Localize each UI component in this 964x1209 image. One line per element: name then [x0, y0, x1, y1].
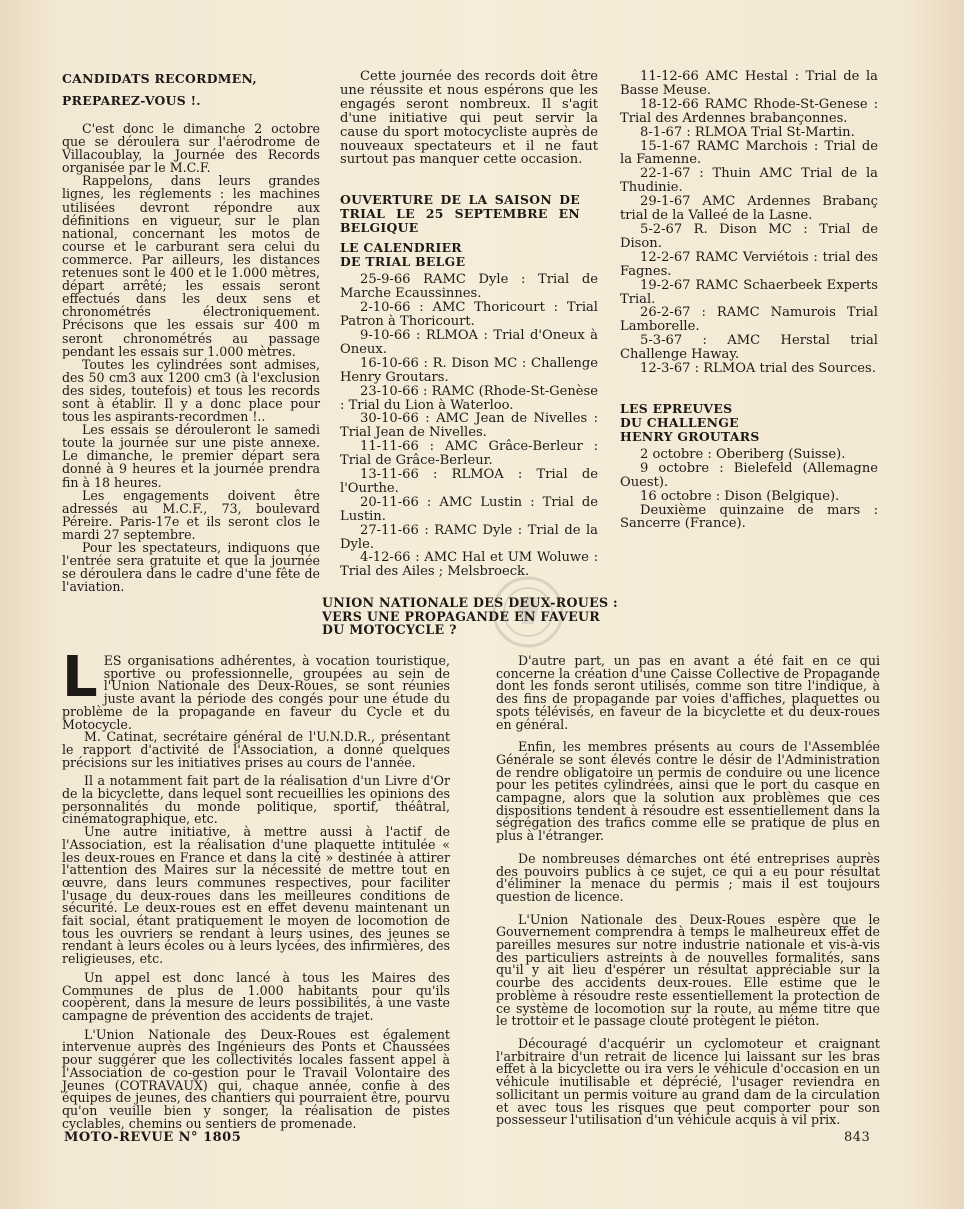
calendar-entry: 25-9-66 RAMC Dyle : Trial de Marche Ecaussinnes. [340, 272, 598, 302]
calendar-entry: 20-11-66 : AMC Lustin : Trial de Lustin. [340, 494, 598, 524]
calendar-entry: 9-10-66 : RLMOA : Trial d'Oneux à Oneux. [340, 327, 598, 357]
event-entry: 2 octobre : Oberiberg (Suisse). [640, 446, 846, 462]
calendar-entry: 15-1-67 RAMC Marchois : Trial de la Famenne. [620, 138, 878, 168]
calendar-entry: 12-3-67 : RLMOA trial des Sources. [640, 361, 876, 377]
column-2 [340, 70, 598, 579]
event-entry: 9 octobre : Bielefeld (Allemagne Ouest). [620, 460, 878, 490]
section-title: HENRY GROUTARS [620, 428, 760, 444]
paragraph: L'Union Nationale des Deux-Roues est également intervenue auprès des Ingénieurs des Ponts et Chaussées pour suggérer que les collectivités locales fassent appel à l'Association de co-gestion pour le Travail Volontaire des Jeunes (COTRAVAUX) qui, chaque année, confie à des équipes de jeunes, des chantiers qui pourraient être, pourvu qu'on veuille bien y songer, la réalisation de pistes cyclables, chemins ou sentiers de promenade. [62, 1026, 450, 1131]
drop-cap: L [62, 645, 98, 710]
calendar-entry: 8-1-67 : RLMOA Trial St-Martin. [640, 124, 855, 140]
calendar-entry: 4-12-66 : AMC Hal et UM Woluwe : Trial des Ailes ; Melsbroeck. [340, 550, 598, 580]
footer-magazine-issue: MOTO-REVUE N° 1805 [64, 1130, 242, 1145]
article-title: PREPAREZ-VOUS !. [62, 93, 201, 108]
section-subtitle: DE TRIAL BELGE [340, 254, 466, 270]
calendar-entry: 11-11-66 : AMC Grâce-Berleur : Trial de Grâce-Berleur. [340, 439, 598, 469]
section-title: OUVERTURE DE LA SAISON DE TRIAL LE 25 SEPTEMBRE EN BELGIQUE [340, 192, 580, 236]
calendar-list [340, 273, 598, 579]
paragraph: Rappelons, dans leurs grandes lignes, les réglements : les machines utilisées devront répondre aux définitions en vigueur, sur le plan national, concernant les motos de course et le carburant sera celui du commerce. Par ailleurs, les distances retenues sont le 400 et le 1.000 mètres, départ arrêté; les essais seront effectués dans les deux sens et chronométrés électroniquement. Précisons que les essais sur 400 m seront chronométrés au passage pendant les essais sur 1.000 mètres. [62, 173, 320, 359]
paragraph: C'est donc le dimanche 2 octobre que se déroulera sur l'aérodrome de Villacoublay, la Journée des Records organisée par le M.C.F. [62, 121, 320, 176]
paragraph: Toutes les cylindrées sont admises, des 50 cm3 aux 1200 cm3 (à l'exclusion des sides, toutefois) et tous les records sont à établir. Il y a donc place pour tous les aspirants-recordmen !.. [62, 356, 320, 425]
paragraph: Les engagements doivent être adressés au M.C.F., 73, boulevard Péreire. Paris-17e et ils seront clos le mardi 27 septembre. [62, 487, 320, 542]
column-3 [620, 70, 878, 531]
calendar-entry: 18-12-66 RAMC Rhode-St-Genese : Trial des Ardennes brabançonnes. [620, 96, 878, 126]
calendar-entry: 12-2-67 RAMC Verviétois : trial des Fagnes. [620, 249, 878, 279]
calendar-list [620, 70, 878, 376]
paragraph: L'Union Nationale des Deux-Roues espère que le Gouvernement comprendra à temps le malheureux effet de pareilles mesures sur notre industrie nationale et vis-à-vis des particuliers astreints à de nouvelles formalités, sans qu'il y ait lieu d'espérer un résultat appréciable sur la courbe des accidents deux-roues. Elle estime que le problème à résoudre reste essentiellement la protection de ce système de locomotion sur la route, au même titre que le trottoir et le passage clouté protègent le piéton. [496, 911, 880, 1029]
article-body-right [496, 655, 880, 1127]
paragraph: Pour les spectateurs, indiquons que l'entrée sera gratuite et que la journée se déroulera dans le cadre d'une fête de l'aviation. [62, 540, 320, 595]
article-body-left [62, 645, 450, 1131]
event-entry: 16 octobre : Dison (Belgique). [640, 488, 840, 504]
headline-line: DU MOTOCYCLE ? [322, 622, 457, 638]
calendar-entry: 11-12-66 AMC Hestal : Trial de la Basse Meuse. [620, 69, 878, 98]
paragraph: Enfin, les membres présents au cours de l'Assemblée Générale se sont élevés contre le désir de l'Administration de rendre obligatoire un permis de conduire ou une licence pour les petites cylindrées, ainsi que le port du casque en campagne, alors que la solution aux problèmes que ces dispositions tendent à résoudre est essentiellement dans la ségrégation des trafics comme elle se pratique de plus en plus à l'étranger. [496, 739, 880, 844]
lead-text: ES organisations adhérentes, à vocation touristique, sportive ou professionnelle, groupées au sein de l'Union Nationale des Deux-Roues, se sont réunies juste avant la période des congés pour une étude du problème de la propagande en faveur du Cycle et du Motocycle. [62, 653, 450, 732]
calendar-entry: 5-2-67 R. Dison MC : Trial de Dison. [620, 221, 878, 251]
section-subtitle: LE CALENDRIER [340, 240, 462, 256]
calendar-entry: 22-1-67 : Thuin AMC Trial de la Thudinie. [620, 166, 878, 196]
calendar-entry: 30-10-66 : AMC Jean de Nivelles : Trial Jean de Nivelles. [340, 411, 598, 441]
headline-line: UNION NATIONALE DES DEUX-ROUES : [322, 595, 618, 610]
paragraph: Une autre initiative, à mettre aussi à l'actif de l'Association, est la réalisation d'une plaquette intitulée « les deux-roues en France et dans la cité » destinée à attirer l'attention des Maires sur la nécessité de mettre tout en œuvre, dans leurs communes respectives, pour faciliter l'usage du deux-roues dans les meilleures conditions de sécurité. Le deux-roues est en effet devenu maintenant un fait social, étant pratiquement le moyen de locomotion de tous les ouvriers se rendant à leurs usines, des jeunes se rendant à leurs écoles ou à leurs lycées, des infirmières, des religieuses, etc. [62, 824, 450, 967]
paragraph: D'autre part, un pas en avant a été fait en ce qui concerne la création d'une Caisse Collective de Propagande dont les fonds seront utilisés, comme son titre l'indique, à des fins de propagande par voies d'affiches, plaquettes ou spots télévisés, en faveur de la bicyclette et du deux-roues en général. [496, 653, 880, 732]
paragraph-lead [62, 645, 450, 732]
paragraph: M. Catinat, secrétaire général de l'U.N.D.R., présentant le rapport d'activité de l'Association, a donné quelques précisions sur les initiatives prises au cours de l'année. [62, 729, 450, 770]
calendar-entry: 19-2-67 RAMC Schaerbeek Experts Trial. [620, 277, 878, 307]
page-number: 843 [844, 1130, 871, 1145]
paragraph: Il a notamment fait part de la réalisation d'un Livre d'Or de la bicyclette, dans lequel sont recueillies les opinions des personnalités du monde politique, sportif, théâtral, cinématographique, etc. [62, 773, 450, 827]
paragraph: Cette journée des records doit être une réussite et nous espérons que les engagés seront nombreux. Il s'agit d'une initiative qui peut servir la cause du sport motocycliste auprès de nouveaux spectateurs et il ne faut surtout pas manquer cette occasion. [340, 69, 598, 168]
calendar-entry: 26-2-67 : RAMC Namurois Trial Lamborelle. [620, 305, 878, 335]
calendar-entry: 2-10-66 : AMC Thoricourt : Trial Patron à Thoricourt. [340, 300, 598, 330]
calendar-entry: 23-10-66 : RAMC (Rhode-St-Genèse : Trial du Lion à Waterloo. [340, 383, 598, 413]
section-title: DU CHALLENGE [620, 414, 739, 430]
paragraph: De nombreuses démarches ont été entreprises auprès des pouvoirs publics à ce sujet, ce qui a eu pour résultat d'éliminer la menace du permis ; mais il est toujours question de licence. [496, 850, 880, 904]
article-title: CANDIDATS RECORDMEN, [62, 71, 257, 86]
calendar-entry: 5-3-67 : AMC Herstal trial Challenge Haway. [620, 333, 878, 363]
calendar-entry: 16-10-66 : R. Dison MC : Challenge Henry Groutars. [340, 355, 598, 385]
calendar-entry: 29-1-67 AMC Ardennes Brabanç trial de la Valleé de la Lasne. [620, 194, 878, 224]
calendar-entry: 13-11-66 : RLMOA : Trial de l'Ourthe. [340, 467, 598, 496]
headline-line: VERS UNE PROPAGANDE EN FAVEUR [322, 608, 601, 624]
paragraph: Les essais se dérouleront le samedi toute la journée sur une piste annexe. Le dimanche, le premier départ sera donné à 9 heures et la journée prendra fin à 18 heures. [62, 422, 320, 490]
paragraph: Un appel est donc lancé à tous les Maires des Communes de plus de 1.000 habitants pour qu'ils coopèrent, dans la mesure de leurs possibilités, à une vaste campagne de prévention des accidents de trajet. [62, 969, 450, 1023]
paragraph: Découragé d'acquérir un cyclomoteur et craignant l'arbitraire d'un retrait de licence lui laissant sur les bras effet à la bicyclette ou ira vers le véhicule d'occasion en un véhicule inutilisable et déprécié, l'usager reviendra en sollicitant un permis voiture au grand dam de la circulation et avec tous les risques que peut comporter pour son possesseur l'utilisation d'un véhicule acquis à vil prix. [496, 1035, 880, 1128]
calendar-entry: 27-11-66 : RAMC Dyle : Trial de la Dyle. [340, 522, 598, 552]
article-headline [322, 596, 662, 637]
column-1 [62, 72, 320, 593]
event-entry: Deuxième quinzaine de mars : Sancerre (France). [620, 502, 878, 532]
section-title: LES EPREUVES [620, 400, 733, 416]
event-list [620, 448, 878, 531]
